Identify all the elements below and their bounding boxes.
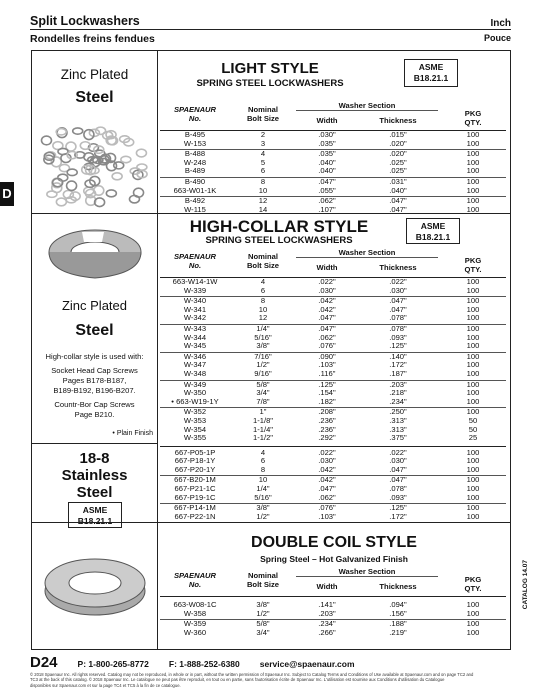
col-washer-section: Washer Section — [296, 567, 438, 577]
bolt-size: 1/4" — [256, 323, 270, 333]
bolt-size: 1/2" — [256, 608, 270, 618]
thickness: .047" — [389, 196, 407, 206]
width: .208" — [318, 407, 336, 417]
thickness: .313" — [389, 424, 407, 434]
part-number: B-489 — [184, 166, 206, 176]
high-note-1: High-collar style is used with: — [45, 352, 144, 361]
bolt-size: 3 — [260, 138, 266, 148]
fax: F: 1-888-252-6380 — [168, 659, 240, 669]
part-number: 667-P18-1Y — [174, 456, 216, 466]
pkg-qty: 100 — [466, 204, 480, 214]
table-row[interactable] — [160, 466, 506, 475]
thickness: .188" — [389, 619, 407, 629]
thickness: .015" — [389, 130, 407, 139]
width: .154" — [318, 388, 336, 398]
bolt-size: 6 — [260, 285, 266, 295]
double-subtitle: Spring Steel – Hot Galvanized Finish — [260, 554, 408, 564]
col-nominal-bolt: Nominal Bolt Size — [246, 571, 280, 589]
part-number: W-343 — [183, 323, 207, 333]
bolt-size: 10 — [258, 475, 268, 485]
table-row[interactable] — [160, 513, 506, 522]
light-rows — [160, 131, 506, 214]
part-number: W-353 — [183, 415, 207, 425]
width: .035" — [318, 138, 336, 148]
page-header-fr — [30, 33, 511, 47]
double-rows — [160, 601, 506, 637]
width: .236" — [318, 424, 336, 434]
section-tab[interactable]: D — [0, 182, 14, 206]
pkg-qty: 50 — [468, 415, 478, 425]
light-asme-1: ASME — [418, 62, 444, 72]
width: .125" — [318, 379, 336, 389]
high-asme-1: ASME — [420, 221, 446, 231]
col-nominal-bolt: Nominal Bolt Size — [246, 252, 280, 270]
pkg-qty: 100 — [466, 447, 480, 457]
pkg-qty: 100 — [466, 600, 480, 609]
part-number: 663-W08-1C — [173, 600, 217, 609]
bolt-size: 3/8" — [256, 600, 270, 609]
table-row[interactable] — [160, 287, 506, 296]
pkg-qty: 100 — [466, 176, 480, 186]
pkg-qty: 100 — [466, 130, 480, 139]
thickness: .031" — [389, 176, 407, 186]
table-row[interactable] — [160, 629, 506, 638]
double-left-panel — [32, 523, 158, 649]
part-number: W-340 — [183, 296, 207, 306]
col-width: Width — [316, 582, 338, 591]
double-title: DOUBLE COIL STYLE — [251, 534, 417, 551]
thickness: .047" — [389, 464, 407, 474]
thickness: .218" — [389, 388, 407, 398]
light-table-header — [160, 101, 506, 131]
bolt-size: 1/4" — [256, 484, 270, 494]
pkg-qty: 100 — [466, 332, 480, 342]
email-link[interactable]: service@spaenaur.com — [259, 659, 355, 669]
width: .047" — [318, 484, 336, 494]
pkg-qty: 100 — [466, 503, 480, 513]
width: .042" — [318, 296, 336, 306]
bolt-size: 4 — [260, 447, 266, 457]
part-number: W-352 — [183, 407, 207, 417]
pkg-qty: 25 — [468, 433, 478, 443]
pkg-qty: 100 — [466, 396, 480, 406]
part-number: 667-P14-1M — [174, 503, 216, 513]
table-row[interactable] — [160, 370, 506, 379]
stainless-2: Stainless — [61, 467, 128, 484]
width: .090" — [318, 351, 336, 361]
part-number: W-355 — [183, 433, 207, 443]
pkg-qty: 100 — [466, 341, 480, 351]
page-number: D24 — [30, 654, 58, 671]
part-number: B-488 — [184, 149, 206, 159]
width: .062" — [318, 332, 336, 342]
thickness: .187" — [389, 368, 407, 378]
part-number: 667-P21-1C — [174, 484, 216, 494]
width: .022" — [318, 447, 336, 457]
bolt-size: 7/16" — [254, 351, 272, 361]
thickness: .040" — [389, 185, 407, 195]
width: .234" — [318, 619, 336, 629]
pkg-qty: 100 — [466, 484, 480, 494]
bolt-size: 3/4" — [256, 627, 270, 637]
width: .103" — [318, 360, 336, 370]
thickness: .093" — [389, 492, 407, 502]
pkg-qty: 100 — [466, 492, 480, 502]
part-number: B-495 — [184, 130, 206, 139]
stainless-label — [32, 450, 157, 501]
thickness: .020" — [389, 138, 407, 148]
stainless-left-panel — [32, 444, 158, 526]
bolt-size: 14 — [258, 204, 268, 214]
header-title: Split Lockwashers — [30, 14, 140, 28]
thickness: .125" — [389, 341, 407, 351]
high-asme-badge — [406, 218, 460, 244]
part-number: W-359 — [183, 619, 207, 629]
thickness: .125" — [389, 503, 407, 513]
table-row[interactable] — [160, 494, 506, 503]
thickness: .094" — [389, 600, 407, 609]
bolt-size: 5/8" — [256, 619, 270, 629]
table-row[interactable] — [160, 140, 506, 149]
width: .030" — [318, 285, 336, 295]
double-coil-image — [38, 547, 152, 627]
part-number: W-341 — [183, 304, 207, 314]
thickness: .203" — [389, 379, 407, 389]
width: .042" — [318, 475, 336, 485]
part-number: B-490 — [184, 176, 206, 186]
part-number: W-360 — [183, 627, 207, 637]
high-note-2: Socket Head Cap Screws — [51, 366, 138, 375]
thickness: .313" — [389, 415, 407, 425]
width: .030" — [318, 456, 336, 466]
thickness: .250" — [389, 407, 407, 417]
thickness: .375" — [389, 433, 407, 443]
bolt-size: 5/16" — [254, 492, 272, 502]
col-spaenaur-no: SPAENAUR No. — [173, 571, 217, 589]
part-number: W-339 — [183, 285, 207, 295]
thickness: .020" — [389, 149, 407, 159]
pkg-qty: 100 — [466, 185, 480, 195]
high-table-header — [160, 248, 506, 278]
high-left-panel — [32, 214, 158, 444]
width: .040" — [318, 166, 336, 176]
bolt-size: 2 — [260, 130, 266, 139]
thickness: .140" — [389, 351, 407, 361]
thickness: .078" — [389, 313, 407, 323]
bolt-size: 8 — [260, 176, 266, 186]
high-rows — [160, 278, 506, 443]
pkg-qty: 100 — [466, 511, 480, 521]
stainless-1: 18-8 — [79, 450, 110, 467]
bolt-size: 4 — [260, 149, 266, 159]
thickness: .030" — [389, 285, 407, 295]
width: .116" — [318, 368, 336, 378]
pkg-qty: 100 — [466, 464, 480, 474]
thickness: .022" — [389, 277, 407, 286]
high-title: HIGH-COLLAR STYLE — [189, 217, 369, 236]
col-washer-section: Washer Section — [296, 248, 438, 258]
col-width: Width — [316, 116, 338, 125]
thickness: .234" — [389, 396, 407, 406]
width: .292" — [318, 433, 336, 443]
pkg-qty: 100 — [466, 157, 480, 167]
legal-3: disponibles sur Spaenaur.com et sur la page TC4 et TC5 à la fin de ce catalogue. — [30, 682, 181, 688]
width: .040" — [318, 157, 336, 167]
light-table — [160, 101, 506, 214]
pkg-qty: 100 — [466, 166, 480, 176]
bolt-size: 9/16" — [254, 368, 272, 378]
pkg-qty: 100 — [466, 149, 480, 159]
high-note-6: Page B210. — [74, 410, 115, 419]
thickness: .025" — [389, 166, 407, 176]
part-number: 667-P19-1C — [174, 492, 216, 502]
bolt-size: 1/2" — [256, 360, 270, 370]
legal-1: © 2018 Spaenaur Inc. All rights reserved. Catalog may not be reproduced, in whole or in part, without the written permission of Spaenaur Inc. Subject to Catalog Terms and Conditions of Use available at Spaenaur.com and on page TC2 and — [30, 672, 474, 677]
pkg-qty: 100 — [466, 388, 480, 398]
part-number: W-345 — [183, 341, 207, 351]
bolt-size: 7/8" — [256, 396, 270, 406]
pkg-qty: 100 — [466, 407, 480, 417]
plain-finish-note: • Plain Finish — [112, 430, 153, 437]
thickness: .078" — [389, 323, 407, 333]
thickness: .093" — [389, 332, 407, 342]
double-table-header — [160, 567, 506, 597]
col-spaenaur-no: SPAENAUR No. — [173, 252, 217, 270]
stainless-rows — [160, 449, 506, 522]
bolt-size: 1" — [259, 407, 267, 417]
pkg-qty: 100 — [466, 296, 480, 306]
width: .030" — [318, 130, 336, 139]
width: .035" — [318, 149, 336, 159]
bolt-size: 3/8" — [256, 503, 270, 513]
pkg-qty: 50 — [468, 424, 478, 434]
bolt-size: 8 — [260, 464, 266, 474]
legal-2: TC3 at the back of this catalog. © 2018 Spaenaur Inc. Le catalogue ne peut pas être reproduit, en tout ou en partie, sans l'autorisation écrite de Spaenaur Inc. L'utilisation est soumise aux Conditions d'utilisation du Catalogue — [30, 677, 445, 683]
part-number: W-342 — [183, 313, 207, 323]
col-width: Width — [316, 263, 338, 272]
width: .103" — [318, 511, 336, 521]
thickness: .078" — [389, 484, 407, 494]
col-thickness: Thickness — [379, 582, 417, 591]
thickness: .156" — [389, 608, 407, 618]
width: .076" — [318, 503, 336, 513]
high-notes — [32, 352, 157, 420]
thickness: .219" — [389, 627, 407, 637]
double-table — [160, 567, 506, 637]
pkg-qty: 100 — [466, 285, 480, 295]
table-row[interactable] — [160, 342, 506, 351]
high-asme-2: B18.21.1 — [415, 232, 451, 242]
catalog-side-label: CATALOG 14.07 — [522, 560, 529, 610]
high-note-5: Countr-Bor Cap Screws — [54, 400, 135, 409]
bolt-size: 1-1/4" — [252, 424, 273, 434]
high-note-3: Pages B178-B187, — [62, 376, 127, 385]
thickness: .047" — [389, 475, 407, 485]
width: .062" — [318, 196, 336, 206]
footer — [30, 654, 511, 670]
width: .047" — [318, 176, 336, 186]
header-unit-fr: Pouce — [483, 33, 511, 43]
light-title: LIGHT STYLE — [221, 60, 319, 77]
bolt-size: 12 — [258, 313, 268, 323]
part-number: 667-B20-1M — [174, 475, 216, 485]
bolt-size: 6 — [260, 456, 266, 466]
thickness: .022" — [389, 447, 407, 457]
width: .076" — [318, 341, 336, 351]
width: .266" — [318, 627, 336, 637]
pkg-qty: 100 — [466, 619, 480, 629]
light-asme-badge — [404, 59, 458, 87]
part-number: W-348 — [183, 368, 207, 378]
light-material-2: Steel — [75, 89, 114, 106]
part-number: W-248 — [183, 157, 207, 167]
pkg-qty: 100 — [466, 313, 480, 323]
part-number: W-358 — [183, 608, 207, 618]
part-number: W-115 — [184, 204, 206, 214]
col-washer-section: Washer Section — [296, 101, 438, 111]
light-material-1: Zinc Plated — [60, 67, 129, 82]
bolt-size: 4 — [260, 277, 266, 286]
pkg-qty: 100 — [466, 456, 480, 466]
part-number: B-492 — [184, 196, 206, 206]
part-number: W-349 — [183, 379, 207, 389]
width: .236" — [318, 415, 336, 425]
width: .055" — [318, 185, 336, 195]
light-asme-2: B18.21.1 — [413, 73, 449, 83]
header-unit: Inch — [490, 18, 511, 29]
thickness: .047" — [389, 296, 407, 306]
thickness: .172" — [389, 360, 407, 370]
width: .047" — [318, 323, 336, 333]
bolt-size: 6 — [260, 166, 266, 176]
bolt-size: 1/2" — [256, 511, 270, 521]
table-row[interactable] — [160, 167, 506, 176]
part-number: 667-P05-1P — [174, 447, 216, 457]
width: .107" — [318, 204, 336, 214]
bolt-size: 5/8" — [256, 379, 270, 389]
page-header — [30, 14, 511, 30]
part-number: 663-W14-1W — [172, 277, 218, 286]
thickness: .047" — [389, 304, 407, 314]
high-material-1: Zinc Plated — [61, 298, 128, 313]
pkg-qty: 100 — [466, 379, 480, 389]
bolt-size: 1-1/8" — [252, 415, 273, 425]
header-title-fr: Rondelles freins fendues — [30, 33, 155, 45]
part-number: W-346 — [183, 351, 207, 361]
thickness: .025" — [389, 157, 407, 167]
high-subtitle: SPRING STEEL LOCKWASHERS — [205, 235, 353, 246]
pkg-qty: 100 — [466, 360, 480, 370]
part-number: • 663-W19-1Y — [171, 396, 219, 406]
bolt-size: 12 — [258, 196, 268, 206]
pkg-qty: 100 — [466, 368, 480, 378]
pkg-qty: 100 — [466, 608, 480, 618]
phone[interactable]: P: 1-800-265-8772 — [77, 659, 149, 669]
part-number: 663-W01-1K — [173, 185, 217, 195]
bolt-size: 5/16" — [254, 332, 272, 342]
high-table — [160, 248, 506, 521]
pkg-qty: 100 — [466, 351, 480, 361]
pkg-qty: 100 — [466, 138, 480, 148]
thickness: .047" — [389, 204, 407, 214]
stainless-asme-2: B18.21.1 — [77, 516, 113, 526]
stainless-3: Steel — [76, 484, 113, 501]
col-thickness: Thickness — [379, 263, 417, 272]
bolt-size: 5 — [260, 157, 266, 167]
pkg-qty: 100 — [466, 475, 480, 485]
width: .203" — [318, 608, 336, 618]
bolt-size: 10 — [258, 185, 268, 195]
col-pkg-qty: PKG QTY. — [464, 109, 482, 127]
thickness: .030" — [389, 456, 407, 466]
high-note-4: B189-B192, B196-B207. — [53, 386, 136, 395]
part-number: W-344 — [183, 332, 207, 342]
part-number: 667-P20-1Y — [174, 464, 216, 474]
bolt-size: 1-1/2" — [252, 433, 273, 443]
col-pkg-qty: PKG QTY. — [464, 256, 482, 274]
width: .042" — [318, 464, 336, 474]
part-number: 667-P22-1N — [174, 511, 216, 521]
width: .141" — [318, 600, 336, 609]
table-row[interactable] — [160, 314, 506, 323]
width: .047" — [318, 313, 336, 323]
part-number: W-153 — [183, 138, 207, 148]
light-washers-image — [38, 123, 152, 209]
pkg-qty: 100 — [466, 323, 480, 333]
col-pkg-qty: PKG QTY. — [464, 575, 482, 593]
bolt-size: 8 — [260, 296, 266, 306]
light-left-panel — [32, 51, 158, 213]
high-material-2: Steel — [75, 322, 114, 339]
pkg-qty: 100 — [466, 196, 480, 206]
light-style-section — [31, 50, 511, 214]
high-collar-image — [42, 220, 148, 290]
col-nominal-bolt: Nominal Bolt Size — [246, 105, 280, 123]
table-row[interactable] — [160, 398, 506, 407]
pkg-qty: 100 — [466, 304, 480, 314]
legal-text — [30, 672, 511, 688]
part-number: W-350 — [183, 388, 207, 398]
table-row[interactable] — [160, 434, 506, 443]
pkg-qty: 100 — [466, 627, 480, 637]
col-thickness: Thickness — [379, 116, 417, 125]
pkg-qty: 100 — [466, 277, 480, 286]
width: .022" — [318, 277, 336, 286]
bolt-size: 3/8" — [256, 341, 270, 351]
high-collar-section — [31, 213, 511, 526]
table-row[interactable] — [160, 187, 506, 196]
width: .042" — [318, 304, 336, 314]
bolt-size: 10 — [258, 304, 268, 314]
double-coil-section — [31, 522, 511, 650]
width: .182" — [318, 396, 336, 406]
part-number: W-347 — [183, 360, 207, 370]
table-row[interactable] — [160, 610, 506, 619]
col-spaenaur-no: SPAENAUR No. — [173, 105, 217, 123]
width: .062" — [318, 492, 336, 502]
light-subtitle: SPRING STEEL LOCKWASHERS — [196, 78, 344, 89]
stainless-asme-1: ASME — [82, 505, 108, 515]
part-number: W-354 — [183, 424, 207, 434]
bolt-size: 3/4" — [256, 388, 270, 398]
thickness: .172" — [389, 511, 407, 521]
